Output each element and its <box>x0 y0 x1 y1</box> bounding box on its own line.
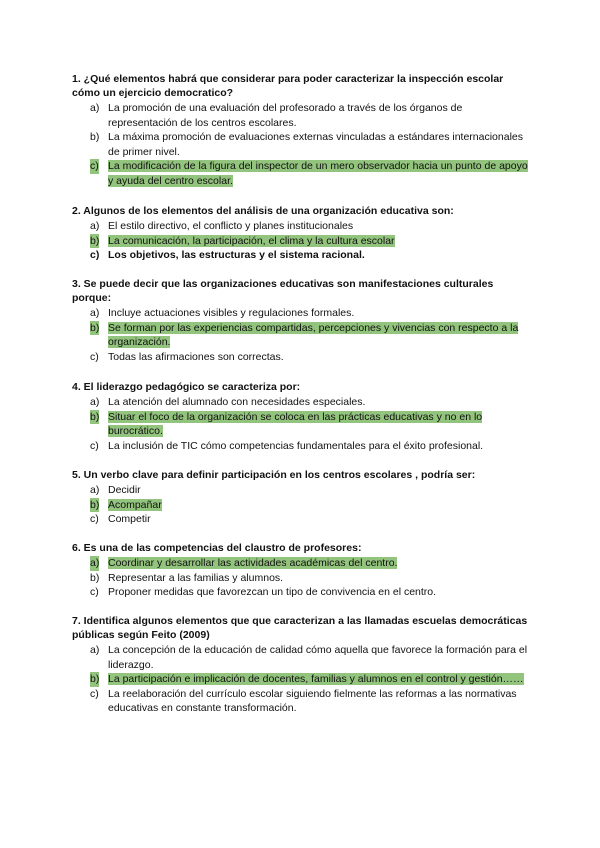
option-list <box>72 483 532 527</box>
option-b-highlighted: b) Se forman por las experiencias compartidas, percepciones y vivencias con respecto a la organización. <box>90 321 519 348</box>
question-title: 2. Algunos de los elementos del análisis de una organización educativa son: <box>72 205 454 217</box>
question-title: 7. Identifica algunos elementos que que caracterizan a las llamadas escuelas democráticas públicas según Feito (2009) <box>72 615 528 641</box>
option-a: a) Decidir <box>90 484 141 496</box>
option-b-highlighted: b) La comunicación, la participación, el clima y la cultura escolar <box>90 234 395 247</box>
option-b-highlighted: b) Situar el foco de la organización se coloca en las prácticas educativas y no en lo burocrático. <box>90 410 483 437</box>
option-c: c) Competir <box>90 513 151 525</box>
question-title: 6. Es una de las competencias del claustro de profesores: <box>72 542 362 554</box>
option-c: c) La inclusión de TIC cómo competencias fundamentales para el éxito profesional. <box>90 439 484 452</box>
option-b-highlighted: b) La participación e implicación de docentes, familias y alumnos en el control y gestión…… <box>90 673 524 685</box>
option-a: a) La atención del alumnado con necesidades especiales. <box>90 396 366 408</box>
option-a-highlighted: a) Coordinar y desarrollar las actividades académicas del centro. <box>90 557 398 569</box>
option-list <box>72 395 532 453</box>
question-7 <box>72 614 532 716</box>
option-c: c) Proponer medidas que favorezcan un tipo de convivencia en el centro. <box>90 586 437 598</box>
option-list <box>72 219 532 263</box>
option-c: c) Todas las afirmaciones son correctas. <box>90 350 284 363</box>
question-1 <box>72 72 532 188</box>
option-list <box>72 306 532 364</box>
option-a: a) La concepción de la educación de calidad cómo aquella que favorece la formación para el liderazgo. <box>90 644 528 671</box>
option-b-highlighted: b) Acompañar <box>90 498 162 511</box>
option-a: a) El estilo directivo, el conflicto y planes institucionales <box>90 220 354 232</box>
option-c-highlighted: c) La modificación de la figura del inspector de un mero observador hacia un punto de apoyo y ayuda del centro escolar. <box>90 160 528 187</box>
option-b: b) La máxima promoción de evaluaciones externas vinculadas a estándares internacionales de primer nivel. <box>90 131 523 158</box>
question-title: 3. Se puede decir que las organizaciones educativas son manifestaciones culturales porque: <box>72 278 494 304</box>
question-3 <box>72 277 532 364</box>
question-4 <box>72 380 532 453</box>
option-a: a) La promoción de una evaluación del profesorado a través de los órganos de representación de los centros escolares. <box>90 102 463 129</box>
question-title: 5. Un verbo clave para definir participación en los centros escolares , podría ser: <box>72 469 476 481</box>
option-list <box>72 643 532 716</box>
question-title: 1. ¿Qué elementos habrá que considerar para poder caracterizar la inspección escolar cómo un ejercicio democratico? <box>72 73 504 99</box>
question-6 <box>72 541 532 600</box>
question-2 <box>72 204 532 263</box>
question-title: 4. El liderazgo pedagógico se caracteriza por: <box>72 381 301 393</box>
option-a: a) Incluye actuaciones visibles y regulaciones formales. <box>90 307 355 319</box>
option-b: b) Representar a las familias y alumnos. <box>90 571 284 584</box>
option-list <box>72 556 532 600</box>
option-c: c) Los objetivos, las estructuras y el sistema racional. <box>90 249 365 261</box>
option-c: c) La reelaboración del currículo escolar siguiendo fielmente las reformas a las normativas educativas en constante transformación. <box>90 687 517 714</box>
question-5 <box>72 468 532 527</box>
option-list <box>72 101 532 188</box>
